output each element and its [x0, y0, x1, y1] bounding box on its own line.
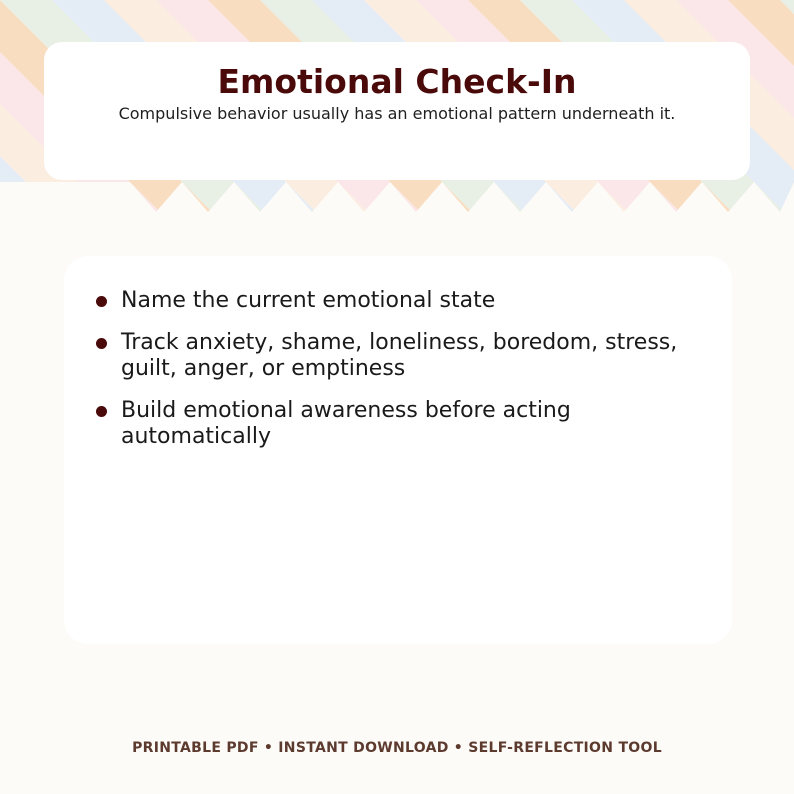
list-item — [96, 288, 692, 314]
content-card — [64, 256, 732, 644]
list-item — [96, 398, 692, 450]
header-card — [44, 42, 750, 180]
bullet-dot-icon — [96, 338, 107, 349]
bullet-dot-icon — [96, 296, 107, 307]
list-item-text: Build emotional awareness before acting automatically — [121, 398, 571, 449]
list-item-text: Track anxiety, shame, loneliness, boredom, stress, guilt, anger, or emptiness — [121, 330, 678, 381]
page-subtitle: Compulsive behavior usually has an emotional pattern underneath it. — [118, 104, 676, 123]
list-item — [96, 330, 692, 382]
page-title: Emotional Check-In — [217, 62, 577, 101]
footer-tagline: PRINTABLE PDF • INSTANT DOWNLOAD • SELF-REFLECTION TOOL — [132, 740, 662, 756]
bullet-dot-icon — [96, 406, 107, 417]
bullet-list — [64, 256, 732, 450]
list-item-text: Name the current emotional state — [121, 288, 496, 313]
